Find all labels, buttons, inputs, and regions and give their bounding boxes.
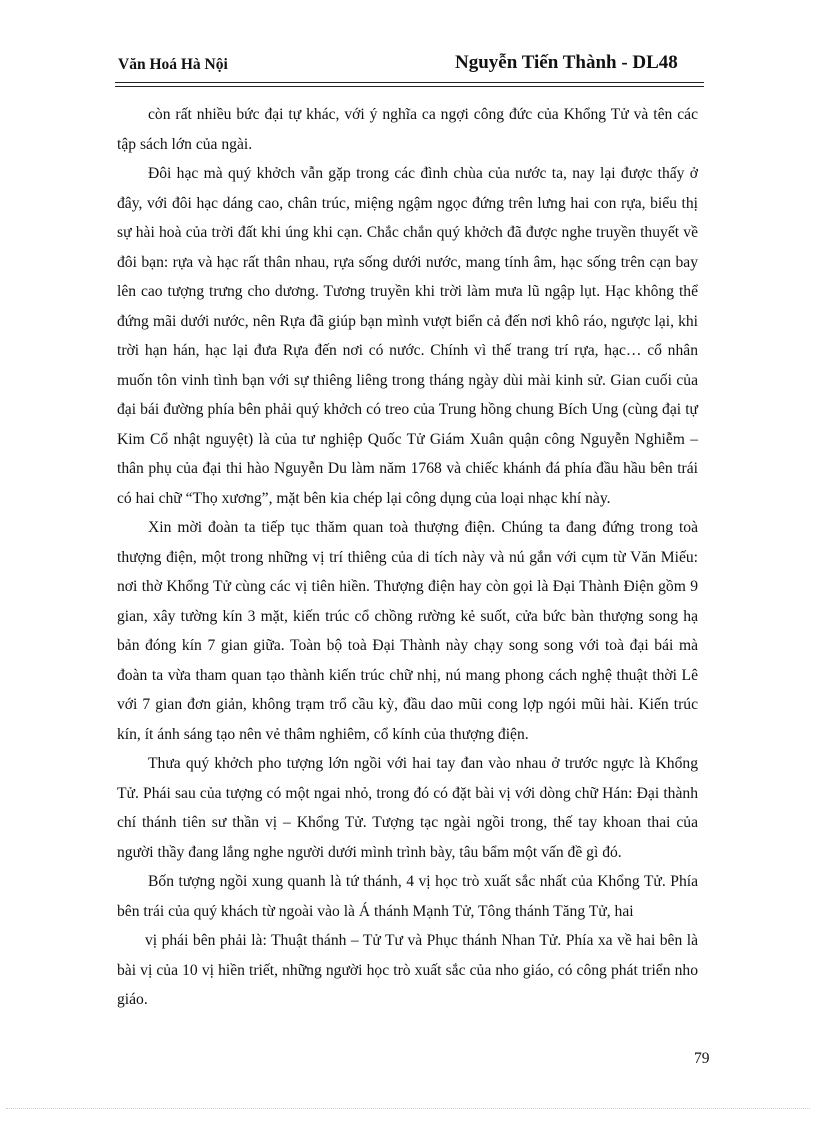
paragraph-5: Bốn tượng ngồi xung quanh là tứ thánh, 4 vị học trò xuất sắc nhất của Khổng Tử. Phía bên trái của quý khách từ ngoài vào là Á thánh Mạnh Tử, Tông thánh Tăng Tử, hai	[117, 873, 698, 920]
paragraph-6: vị phái bên phải là: Thuật thánh – Tử Tư và Phục thánh Nhan Tử. Phía xa về hai bên là bài vị của 10 vị hiền triết, những người học trò xuất sắc của nho giáo, có công phát triển nho giáo.	[117, 932, 698, 1008]
paragraph-1: còn rất nhiều bức đại tự khác, với ý nghĩa ca ngợi công đức của Khổng Tử và tên các tập sách lớn của ngài.	[117, 106, 698, 153]
header-rule-bottom	[115, 86, 704, 87]
body-text	[117, 100, 698, 1015]
page-border-dotted	[6, 1108, 810, 1109]
header-left: Văn Hoá Hà Nội	[118, 56, 228, 73]
paragraph-3: Xin mời đoàn ta tiếp tục thăm quan toà thượng điện. Chúng ta đang đứng trong toà thượng điện, một trong những vị trí thiêng của di tích này và nú gắn với cụm từ Văn Miếu: nơi thờ Khổng Tử cùng các vị tiên hiền. Thượng điện hay còn gọi là Đại Thành Điện gồm 9 gian, xây tường kín 3 mặt, kiến trúc cổ chồng rường kẻ suốt, cửa bức bàn thượng song hạ bản đóng kín 7 gian giữa. Toàn bộ toà Đại Thành này chạy song song với toà đại bái mà đoàn ta vừa tham quan tạo thành kiến trúc chữ nhị, nú mang phong cách nghệ thuật thời Lê với 7 gian đơn giản, không trạm trổ cầu kỳ, đầu dao mũi cong lợp ngói mũi hài. Kiến trúc kín, ít ánh sáng tạo nên vẻ thâm nghiêm, cổ kính của thượng điện.	[117, 519, 698, 743]
header-rule-top	[115, 82, 704, 83]
page-number: 79	[694, 1050, 710, 1067]
paragraph-4: Thưa quý khởch pho tượng lớn ngồi với hai tay đan vào nhau ở trước ngực là Khổng Tử. Phái sau của tượng có một ngai nhỏ, trong đó có đặt bài vị với dòng chữ Hán: Đại thành chí thánh tiên sư thần vị – Khổng Tử. Tượng tạc ngài ngồi trong, thế tay khoan thai của người thầy đang lắng nghe người dưới mình trình bày, tâu bẩm một vấn đề gì đó.	[117, 755, 698, 861]
header-right: Nguyễn Tiến Thành - DL48	[455, 52, 678, 73]
paragraph-2: Đôi hạc mà quý khởch vẫn gặp trong các đình chùa của nước ta, nay lại được thấy ở đây, với đôi hạc dáng cao, chân trúc, miệng ngậm ngọc đứng trên lưng hai con rựa, biểu thị sự hài hoà của trời đất khi úng khi cạn. Chắc chắn quý khởch đã được nghe truyền thuyết về đôi bạn: rựa và hạc rất thân nhau, rựa sống dưới nước, mang tính âm, hạc sống trên cạn bay lên cao tượng trưng cho dương. Tương truyền khi trời làm mưa lũ ngập lụt. Hạc không thể đứng mãi dưới nước, nên Rựa đã giúp bạn mình vượt biển cả đến nơi khô ráo, ngược lại, khi trời hạn hán, hạc lại đưa Rựa đến nơi có nước. Chính vì thế trang trí rựa, hạc… cổ nhân muốn tôn vinh tình bạn với sự thiêng liêng trong tháng ngày dùi mài kinh sử. Gian cuối của đại bái đường phía bên phải quý khởch có treo của Trung hồng chung Bích Ung (cùng đại tự Kim Cổ nhật nguyệt) là của tư nghiệp Quốc Tử Giám Xuân quận công Nguyễn Nghiễm – thân phụ của đại thi hào Nguyễn Du làm năm 1768 và chiếc khánh đá phía đầu hầu bên trái có hai chữ “Thọ xương”, mặt bên kia chép lại công dụng của loại nhạc khí này.	[117, 165, 698, 507]
